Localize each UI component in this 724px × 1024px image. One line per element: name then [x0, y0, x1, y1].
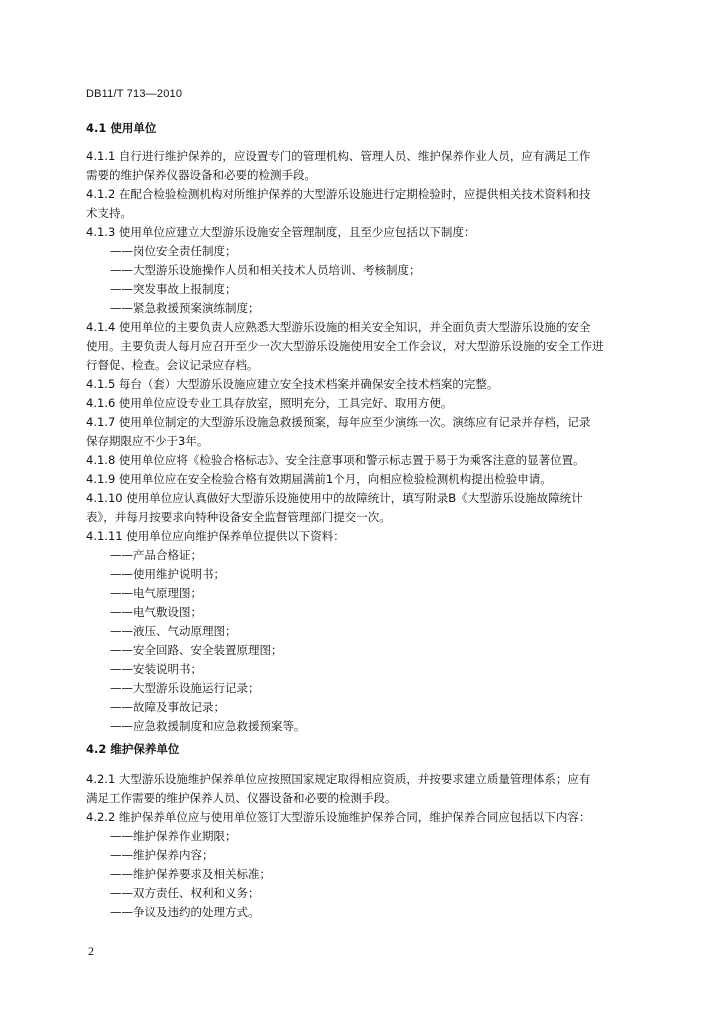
paragraph-line: 4.1.3 使用单位应建立大型游乐设施安全管理制度，且至少应包括以下制度： — [86, 225, 476, 239]
paragraph-line: 术支持。 — [86, 206, 132, 220]
paragraph-line: 4.2.2 维护保养单位应与使用单位签订大型游乐设施维护保养合同，维护保养合同应包括以下内容： — [86, 810, 591, 824]
paragraph-line: 需要的维护保养仪器设备和必要的检测手段。 — [86, 168, 316, 182]
paragraph-line: 4.1.1 自行进行维护保养的，应设置专门的管理机构、管理人员、维护保养作业人员，应有满足工作 — [86, 149, 591, 163]
paragraph-line: 4.1.7 使用单位制定的大型游乐设施急救援预案，每年应至少演练一次。演练应有记录并存档，记录 — [86, 415, 591, 429]
paragraph-line: 4.1.10 使用单位应认真做好大型游乐设施使用中的故障统计，填写附录B《大型游乐设施故障统计 — [86, 491, 583, 505]
list-item: ——使用维护说明书； — [110, 567, 225, 581]
paragraph-line: 满足工作需要的维护保养人员、仪器设备和必要的检测手段。 — [86, 791, 397, 805]
paragraph-line: 4.2.1 大型游乐设施维护保养单位应按照国家规定取得相应资质，并按要求建立质量管理体系；应有 — [86, 772, 591, 786]
list-item: ——故障及事故记录； — [110, 700, 225, 714]
list-item: ——突发事故上报制度； — [110, 282, 237, 296]
list-item: ——大型游乐设施运行记录； — [110, 681, 260, 695]
list-item: ——双方责任、权利和义务； — [110, 886, 260, 900]
section-heading: 4.2 维护保养单位 — [86, 742, 180, 756]
list-item: ——维护保养要求及相关标准； — [110, 867, 271, 881]
list-item: ——维护保养内容； — [110, 848, 214, 862]
paragraph-line: 4.1.9 使用单位应在安全检验合格有效期届满前1个月，向相应检验检测机构提出检验申请。 — [86, 472, 552, 486]
page-number: 2 — [88, 944, 94, 958]
page-header: DB11/T 713—2010 — [86, 88, 183, 100]
list-item: ——安装说明书； — [110, 662, 202, 676]
paragraph-line: 4.1.11 使用单位应向维护保养单位提供以下资料： — [86, 529, 345, 543]
list-item: ——电气原理图； — [110, 586, 202, 600]
section-heading: 4.1 使用单位 — [86, 121, 157, 135]
paragraph-line: 4.1.4 使用单位的主要负责人应熟悉大型游乐设施的相关安全知识，并全面负责大型游乐设施的安全 — [86, 320, 591, 334]
list-item: ——应急救援制度和应急救援预案等。 — [110, 719, 306, 733]
list-item: ——紧急救援预案演练制度； — [110, 301, 260, 315]
list-item: ——电气敷设图； — [110, 605, 202, 619]
paragraph-line: 4.1.5 每台（套）大型游乐设施应建立安全技术档案并确保安全技术档案的完整。 — [86, 377, 499, 391]
paragraph-line: 4.1.6 使用单位应设专业工具存放室，照明充分，工具完好、取用方便。 — [86, 396, 453, 410]
paragraph-line: 使用。主要负责人每月应召开至少一次大型游乐设施使用安全工作会议，对大型游乐设施的安全工作进 — [86, 339, 604, 353]
list-item: ——安全回路、安全装置原理图； — [110, 643, 283, 657]
paragraph-line: 行督促、检查。会议记录应存档。 — [86, 358, 259, 372]
list-item: ——大型游乐设施操作人员和相关技术人员培训、考核制度； — [110, 263, 421, 277]
list-item: ——岗位安全责任制度； — [110, 244, 237, 258]
list-item: ——液压、气动原理图； — [110, 624, 237, 638]
list-item: ——维护保养作业期限； — [110, 829, 237, 843]
list-item: ——产品合格证； — [110, 548, 202, 562]
paragraph-line: 保存期限应不少于3年。 — [86, 434, 209, 448]
paragraph-line: 表》，并每月按要求向特种设备安全监督管理部门提交一次。 — [86, 510, 391, 524]
paragraph-line: 4.1.2 在配合检验检测机构对所维护保养的大型游乐设施进行定期检验时，应提供相关技术资料和技 — [86, 187, 591, 201]
list-item: ——争议及违约的处理方式。 — [110, 905, 260, 919]
paragraph-line: 4.1.8 使用单位应将《检验合格标志》、安全注意事项和警示标志置于易于为乘客注意的显著位置。 — [86, 453, 585, 467]
